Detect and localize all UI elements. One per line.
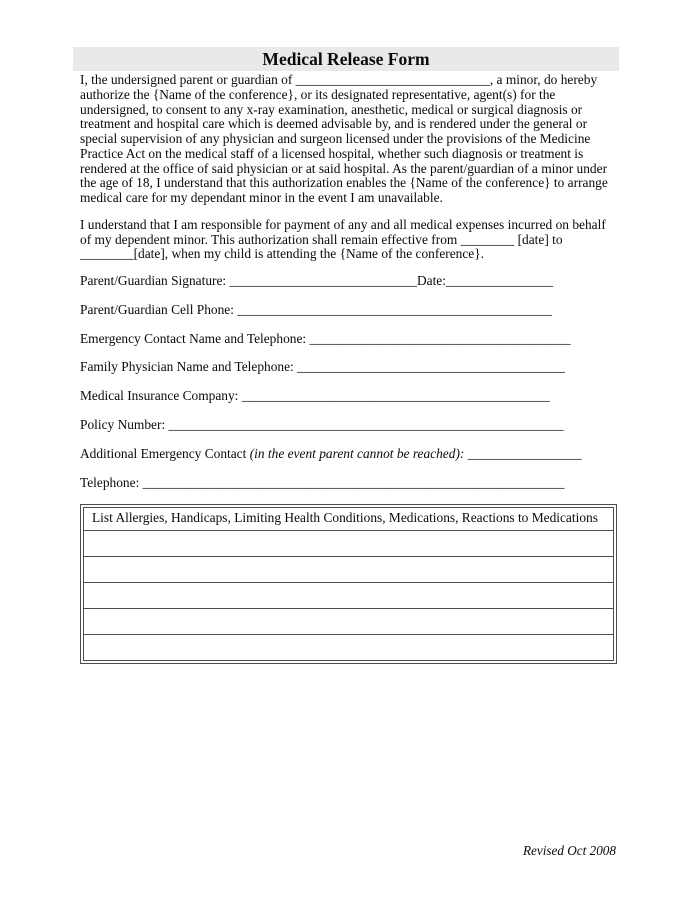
field-emergency-contact	[80, 332, 617, 347]
emergency-contact-label: Emergency Contact Name and Telephone:	[80, 330, 310, 346]
empty-row-cell	[84, 608, 614, 634]
insurance-company-label: Medical Insurance Company:	[80, 388, 242, 404]
field-additional-emergency-contact	[80, 447, 617, 462]
cell-phone-label: Parent/Guardian Cell Phone:	[80, 301, 238, 317]
cell-phone-blank-line: _______________________________________________	[237, 301, 552, 317]
empty-row-cell	[84, 556, 614, 582]
telephone-blank-line: _______________________________________________________________	[142, 474, 565, 490]
field-telephone	[80, 476, 617, 491]
table-row	[84, 634, 614, 660]
minor-name-blank-line: _____________________________	[295, 72, 490, 87]
authorization-paragraph	[80, 73, 617, 206]
allergies-table-header-cell: List Allergies, Handicaps, Limiting Health Conditions, Medications, Reactions to Medications	[84, 508, 614, 531]
empty-row-cell	[84, 582, 614, 608]
payment-text-lead: I understand that I am responsible for payment of any and all medical expenses incurred on behalf of my dependent minor. This authorization shall remain effective from	[80, 216, 606, 247]
emergency-contact-blank-line: _______________________________________	[309, 330, 571, 346]
effective-to-date-blank-line: ________	[80, 246, 134, 262]
field-policy-number	[80, 418, 617, 433]
document-content	[80, 47, 617, 664]
additional-contact-blank-line: _________________	[467, 445, 582, 461]
authorization-text-lead: I, the undersigned parent or guardian of	[80, 72, 296, 87]
form-title: Medical Release Form	[73, 47, 619, 71]
effective-from-date-blank-line: ________	[460, 231, 515, 247]
signature-label: Parent/Guardian Signature:	[80, 273, 230, 288]
table-row	[84, 608, 614, 634]
date-label: Date:	[416, 273, 446, 288]
field-parent-guardian-signature	[80, 274, 617, 289]
revision-note: Revised Oct 2008	[522, 843, 616, 858]
empty-row-cell	[84, 530, 614, 556]
authorization-text-body: , a minor, do hereby authorize the {Name of the conference}, or its designated representative, agent(s) for the undersigned, to consent to any x-ray examination, anesthetic, medical or surgical diagnosis or treatment and hospital care which is deemed advisable by, and is rendered under the general or special supervision of any physician and surgeon licensed under the provisions of the Medicine Practice Act on the medical staff of a licensed hospital, whether such diagnosis or treatment is rendered at the office of said physician or at said hospital. As the parent/guardian of a minor under the age of 18, I understand that this authorization enables the {Name of the conference} to arrange medical care for my dependant minor in the event I am unavailable.	[80, 72, 608, 205]
field-parent-guardian-cell-phone	[80, 303, 617, 318]
additional-contact-label: Additional Emergency Contact	[80, 445, 250, 461]
table-row	[84, 530, 614, 556]
date-blank-line: ________________	[445, 273, 554, 288]
telephone-label: Telephone:	[80, 474, 143, 490]
payment-responsibility-paragraph	[80, 218, 617, 262]
allergies-table-outer-border	[80, 504, 617, 664]
allergies-table-header-row	[84, 508, 614, 531]
signature-blank-line: ____________________________	[229, 273, 417, 288]
payment-text-tail: [date], when my child is attending the {Name of the conference}.	[133, 246, 485, 262]
table-row	[84, 556, 614, 582]
field-medical-insurance-company	[80, 389, 617, 404]
family-physician-blank-line: ________________________________________	[297, 359, 565, 375]
allergies-table	[83, 507, 614, 661]
policy-number-label: Policy Number:	[80, 416, 169, 432]
table-row	[84, 582, 614, 608]
field-family-physician	[80, 360, 617, 375]
family-physician-label: Family Physician Name and Telephone:	[80, 359, 298, 375]
policy-number-blank-line: ___________________________________________________________	[168, 416, 564, 432]
additional-contact-note: (in the event parent cannot be reached):	[249, 445, 468, 461]
insurance-company-blank-line: ______________________________________________	[241, 388, 550, 404]
empty-row-cell	[84, 634, 614, 660]
payment-text-mid: [date] to	[514, 231, 563, 247]
